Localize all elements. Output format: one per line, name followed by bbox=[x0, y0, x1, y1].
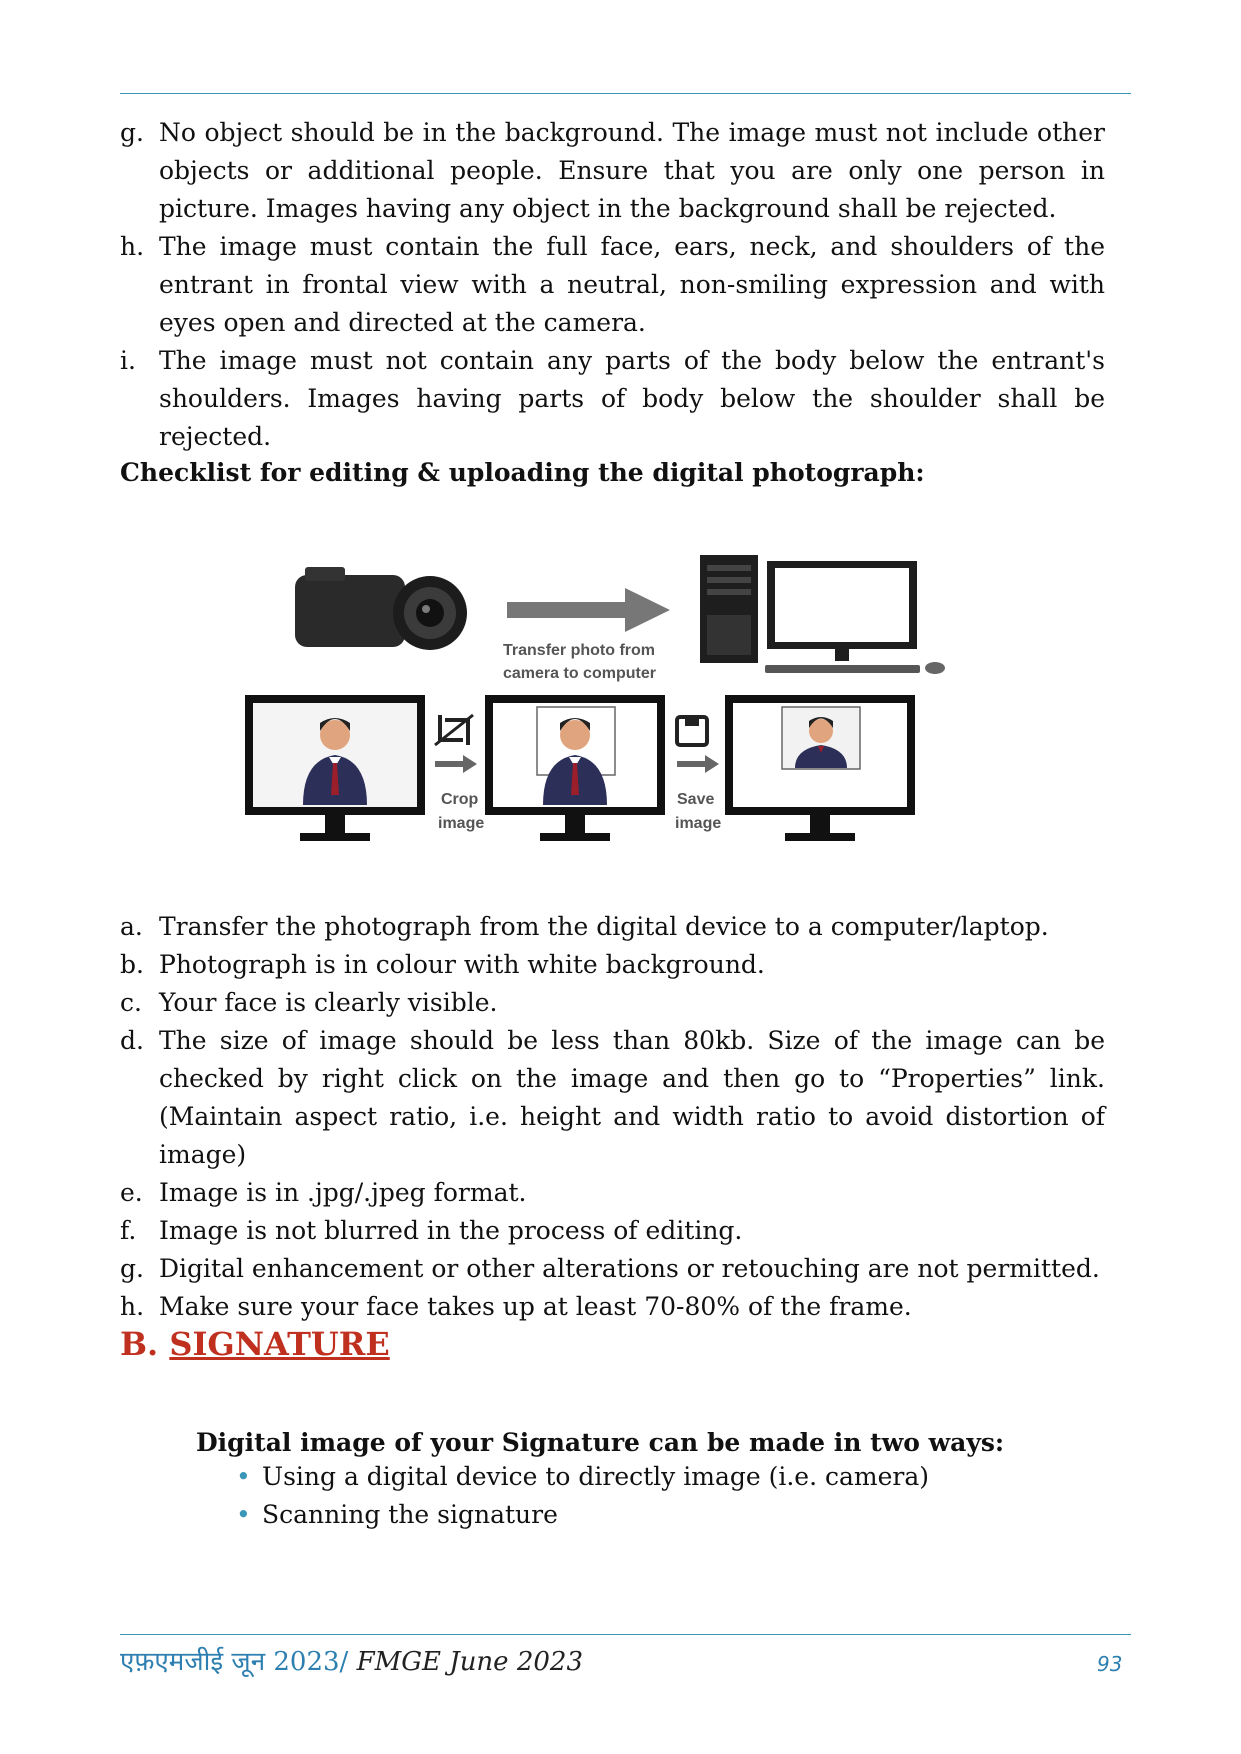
list-text: Using a digital device to directly image (i.e. camera) bbox=[262, 1462, 930, 1491]
list-text: Your face is clearly visible. bbox=[159, 988, 498, 1017]
list-text: Image is in .jpg/.jpeg format. bbox=[159, 1178, 527, 1207]
bullet-icon: • bbox=[236, 1462, 251, 1491]
crop-label: Crop bbox=[441, 791, 479, 808]
list-label: e. bbox=[120, 1178, 143, 1207]
signature-heading: Digital image of your Signature can be made in two ways: bbox=[196, 1428, 1005, 1457]
page-number: 93 bbox=[1097, 1652, 1123, 1676]
signature-methods-list bbox=[230, 1458, 929, 1534]
crop-icon bbox=[435, 715, 473, 745]
list-text: Transfer the photograph from the digital device to a computer/laptop. bbox=[159, 912, 1049, 941]
list-item bbox=[120, 946, 1105, 984]
list-label: i. bbox=[120, 346, 136, 375]
list-text: Make sure your face takes up at least 70-80% of the frame. bbox=[159, 1292, 912, 1321]
bullet-icon: • bbox=[236, 1500, 251, 1529]
list-item bbox=[120, 228, 1105, 342]
list-text: No object should be in the background. The image must not include other objects or additional people. Ensure that you are only one person in picture. Images having any object in the background shall be rejected. bbox=[159, 118, 1105, 223]
list-label: c. bbox=[120, 988, 142, 1017]
monitor-icon bbox=[765, 561, 945, 674]
section-prefix: B. bbox=[120, 1325, 170, 1363]
list-text: Image is not blurred in the process of editing. bbox=[159, 1216, 743, 1245]
list-label: b. bbox=[120, 950, 144, 979]
camera-icon bbox=[295, 567, 467, 650]
checklist-heading: Checklist for editing & uploading the digital photograph: bbox=[120, 458, 925, 487]
list-item bbox=[230, 1496, 929, 1534]
list-item bbox=[120, 1250, 1105, 1288]
computer-icon bbox=[700, 555, 758, 663]
section-title bbox=[120, 1325, 390, 1363]
list-label: g. bbox=[120, 118, 144, 147]
save-icon bbox=[677, 717, 707, 745]
header-rule bbox=[120, 93, 1131, 94]
list-item bbox=[230, 1458, 929, 1496]
list-item bbox=[120, 908, 1105, 946]
list-text: Scanning the signature bbox=[262, 1500, 558, 1529]
list-item bbox=[120, 114, 1105, 228]
list-label: d. bbox=[120, 1026, 144, 1055]
list-label: g. bbox=[120, 1254, 144, 1283]
list-text: Digital enhancement or other alterations or retouching are not permitted. bbox=[159, 1254, 1100, 1283]
save-label: Save bbox=[677, 791, 715, 808]
list-item bbox=[120, 342, 1105, 456]
transfer-label: camera to computer bbox=[503, 665, 656, 682]
list-label: f. bbox=[120, 1216, 137, 1245]
list-item bbox=[120, 1174, 1105, 1212]
checklist bbox=[120, 908, 1105, 1326]
photo-rules-list bbox=[120, 114, 1105, 456]
list-item bbox=[120, 984, 1105, 1022]
transfer-arrow-icon bbox=[507, 588, 670, 632]
list-text: The image must not contain any parts of the body below the entrant's shoulders. Images having parts of body below the shoulder shall be rejected. bbox=[159, 346, 1105, 451]
footer-title bbox=[120, 1642, 583, 1678]
arrow-icon bbox=[677, 755, 719, 773]
footer-hindi: एफ़एमजीई जून 2023/ bbox=[120, 1647, 349, 1677]
list-text: The size of image should be less than 80kb. Size of the image can be checked by right click on the image and then go to “Properties” link. (Maintain aspect ratio, i.e. height and width ratio to avoid distortion of image) bbox=[159, 1026, 1105, 1169]
crop-label: image bbox=[438, 815, 485, 832]
list-text: Photograph is in colour with white background. bbox=[159, 950, 765, 979]
section-title-text: SIGNATURE bbox=[169, 1325, 390, 1363]
list-label: h. bbox=[120, 232, 145, 261]
arrow-icon bbox=[435, 755, 477, 773]
transfer-label: Transfer photo from bbox=[503, 642, 656, 659]
list-label: a. bbox=[120, 912, 143, 941]
list-item bbox=[120, 1288, 1105, 1326]
save-label: image bbox=[675, 815, 722, 832]
list-item bbox=[120, 1212, 1105, 1250]
list-label: h. bbox=[120, 1292, 145, 1321]
footer-rule bbox=[120, 1634, 1131, 1635]
list-item bbox=[120, 1022, 1105, 1174]
list-text: The image must contain the full face, ears, neck, and shoulders of the entrant in frontal view with a neutral, non-smiling expression and with eyes open and directed at the camera. bbox=[159, 232, 1105, 337]
footer-english: FMGE June 2023 bbox=[348, 1647, 584, 1677]
photo-workflow-figure bbox=[245, 555, 1035, 875]
